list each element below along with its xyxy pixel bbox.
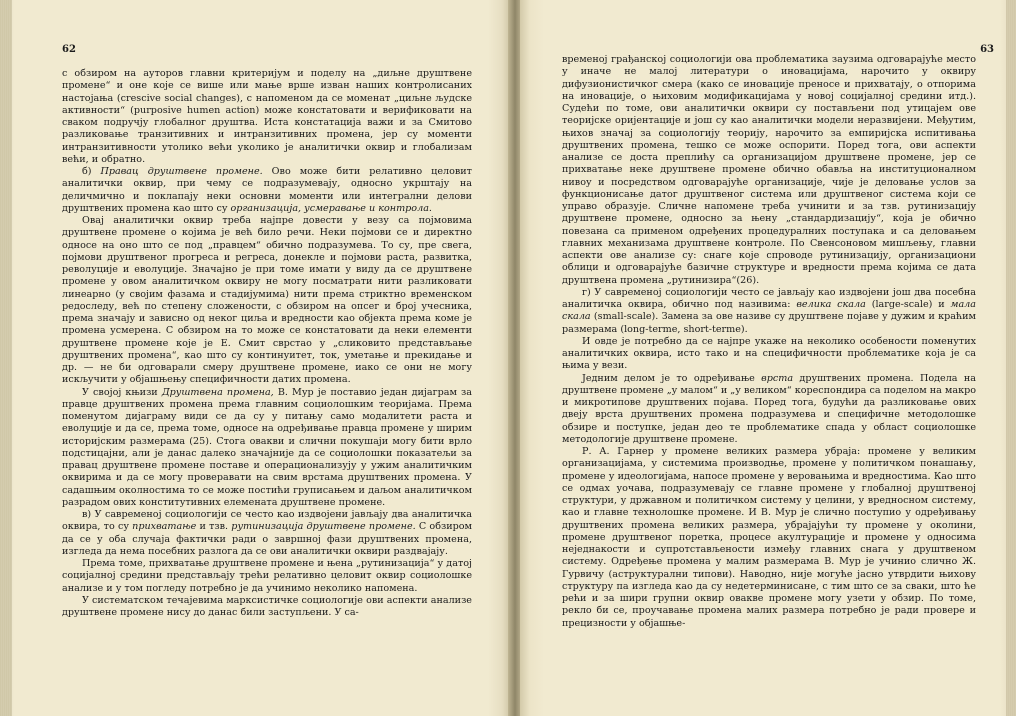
- italic-text: Правац друштвене промене.: [100, 166, 263, 177]
- page-edges-right: [1006, 0, 1016, 716]
- italic-text: врста: [761, 372, 794, 384]
- paragraph: [62, 215, 472, 387]
- page-edges-left: [0, 0, 12, 716]
- text-run: Р. А. Гарнер у промене великих размера убраја: промене у великим организацијама, у системима производње, промене у политичком понашању, промене у идеологијама, напосе промене у веровањима и вредностима. Као што се одмах уочава, подразумевају се главне промене у глобалној друштвеној структури, у државном и политичком систему у целини, у вредносном систему, као и главне технолошке промене. И В. Мур је слично поступио у одређивању друштвених промена великих размера, убрајајући ту промене у околини, промене друштвеног поретка, процесе акултурације и промене у односима неједнакости и супротстављености између главних снага у друштвеном систему. Одређење промена у малим размерама В. Мур је учинио слично Ж. Гурвичу (аструктурални типови). Наводно, није могуће јасно утврдити њихову структуру па изгледа као да су недетерминисане, с тим што се за сваки, што ће рећи и за шири групни оквир овакве промене могу узети у обзир. По томе, рекло би се, проучавање промена малих размера потребно је ради провере и прецизности у објашње-: [562, 446, 976, 629]
- paragraph: [62, 558, 472, 595]
- text-run: С обзиром да се у оба случаја фактички ради о завршној фази друштвених промена, изгледа да нема посебних разлога да се ови аналитички оквири раздвајају.: [62, 521, 472, 557]
- text-run: (small-scale). Замена за ове називе су друштвене појаве у дужим и краћим размерама (long-terme, short-terme).: [562, 311, 976, 335]
- text-run: Према томе, прихватање друштвене промене и њена „рутинизација“ у датој социјалној средини представљају трећи релативно целовит оквир социолошке анализе и у том погледу потребно је да учинимо неколико напомена.: [62, 558, 472, 594]
- italic-text: прихватање: [132, 521, 197, 533]
- italic-text: велика скала: [796, 299, 866, 310]
- text-run: друштвених промена. Подела на друштвене промене „у малом“ и „у великом“ кореспондира са поделом на макро и микротипове друштвених појава. Поред тога, будући да разликовање ових двеју врста друштвених промена подразумева и специфичне методолошке обзире и поступке, један део те проблематике спада у област социолошке методологије друштвене промене.: [562, 372, 976, 445]
- text-run: Овај аналитички оквир треба најпре довести у везу са појмовима друштвене промене о којима је већ било речи. Неки појмови се и директно односе на оно што се под „правцем“ обично подразумева. То су, пре свега, појмови друштвеног прогреса и регреса, донекле и појмови раста, развитка, револуције и еволуције. Значајно је при томе имати у виду да се друштвене промене у овом аналитичком оквиру не могу посматрати нити разликовати линеарно (у својим фазама и стадијумима) нити према стриктно временском редоследу, већ по степену сложености, с обзиром на опсег и број учесника, према значају и зависно од неког циља и вредности као објекта према коме је промена усмерена. С обзиром на то може се констатовати да неки елементи друштвене промене које је Е. Смит сврстао у „сликовито представљање друштвених промена“, као што су континуитет, ток, уметање и прекидање и др. — не би одговарали смеру друштвене промене, иако се они не могу искључити у објашњењу специфичности датих промена.: [62, 215, 472, 386]
- text-run: У својој књизи: [82, 386, 162, 398]
- paragraph: [62, 595, 472, 620]
- text-run: б): [82, 166, 101, 177]
- text-run: (large-scale) и: [865, 299, 951, 310]
- paragraph: [562, 287, 976, 336]
- text-run: временој грађанској социологији ова проблематика заузима одговарајуће место у иначе не малој литератури о иновацијама, нарочито у оквиру дифузионистичког смера (како се иновације преносе и прихватају, о отпорима на иновације, о њиховим модификацијама у новој социјалној средини итд.). Судећи по томе, ови аналитички оквири су постављени под утицајем ове теоријске оријентације и још су као аналитички модели неразвијени. Међутим, њихов значај за социологију теорију, нарочито за емпиријска испитивања друштвених промена, тешко се може оспорити. Поред тога, ови аспекти анализе се доста преплићу са организацијом друштвене промене, јер се прихватање неке друштвене промене обично обавља на институционалном нивоу и посредством одговарајуће организације, чије је деловање услов за функционисање датог друштвеног система или друштвеног система који се управо образује. Сличне напомене треба учинити и за тзв. рутинизацију друштвене промене, односно за њену „стандардизацију“, која је обично повезана са применом одређених процедуралних поступака и са деловањем главних механизама друштвене контроле. По Свенсоновом мишљењу, главни аспекти ове анализе су: снаге које спроводе рутинизацију, организациони облици и одговарајуће базичне структуре и вредности према којима се дата друштвена промена „рутинизира“(26).: [562, 54, 976, 286]
- text-run: Једним делом је то одређивање: [582, 372, 762, 384]
- text-run: в) У савременој социологији се често као издвојени јављају два аналитичка оквира, то су: [62, 509, 472, 533]
- text-run: с обзиром на ауторов главни критеријум и поделу на „диљне друштвене промене“ и оне које се више или мање врше изван наших контролисаних настојања (crescive social changes), с напоменом да се моменат „циљне људске активности“ (purposive humen action) може констатовати и верификовати на сваком подручју глобалног друштва. Иста констатација важи и за Смитово разликовање транзитивних и интранзитивних промена, јер су моменти интранзитивности утолико већи уколико је аналитички оквир и глобализам већи, и обратно.: [62, 68, 472, 165]
- italic-text: мала скала: [562, 299, 977, 323]
- page-number-left: 62: [62, 44, 76, 55]
- left-page-body: [62, 68, 472, 619]
- paragraph: [562, 54, 976, 287]
- paragraph: [562, 336, 976, 373]
- italic-text: рутинизација друштвене промене.: [231, 521, 416, 533]
- right-page-body: [562, 54, 976, 630]
- paragraph: [562, 446, 976, 630]
- page-number-right: 63: [980, 44, 994, 55]
- paragraph: [62, 387, 472, 510]
- right-page: [520, 0, 1016, 716]
- paragraph: [62, 509, 472, 558]
- paragraph: [62, 166, 472, 215]
- paragraph: [562, 373, 976, 447]
- text-run: У систематском течајевима марксистичке социологије ови аспекти анализе друштвене промене нису до данас били заступљени. У са-: [62, 594, 472, 618]
- paragraph: [62, 68, 472, 166]
- text-run: и тзв.: [196, 521, 232, 533]
- italic-text: организација, усмеравање и контрола.: [230, 202, 432, 214]
- text-run: Ово може бити релативно целовит аналитички оквир, при чему се подразумевају, односно укрштају на деличмично и поклапају неки основни моменти или интегрални делови друштвених промена као што су: [62, 166, 472, 214]
- text-run: И овде је потребно да се најпре укаже на неколико особености поменутих аналитичких оквира, исто тако и на специфичности проблематике која је са њима у вези.: [562, 335, 976, 372]
- text-run: В. Мур је поставио један дијаграм за правце друштвених промена према главним социолошким теоријама. Према поменутом дијаграму види се да су у питању само модалитети раста и еволуције и да се, према томе, односе на одређивање правца промене у ширим историјским размерама (25). Стога овакви и слични покушаји могу бити врло подстицајни, али је данас далеко значајније да се социолошки показатељи за правац друштвене промене поставе и операционализују у ужим аналитичким оквирима и да се могу проверавати на свим врстама друштвених промена. У садашњим околностима то се може постићи груписањем и даљом аналитичком разрадом ових конститутивних елемената друштвене промене.: [62, 386, 472, 508]
- text-run: г) У савременој социологији често се јављају као издвојени још два посебна аналитичка оквира, обично под називима:: [562, 286, 976, 310]
- italic-text: Друштвена промена,: [161, 386, 274, 398]
